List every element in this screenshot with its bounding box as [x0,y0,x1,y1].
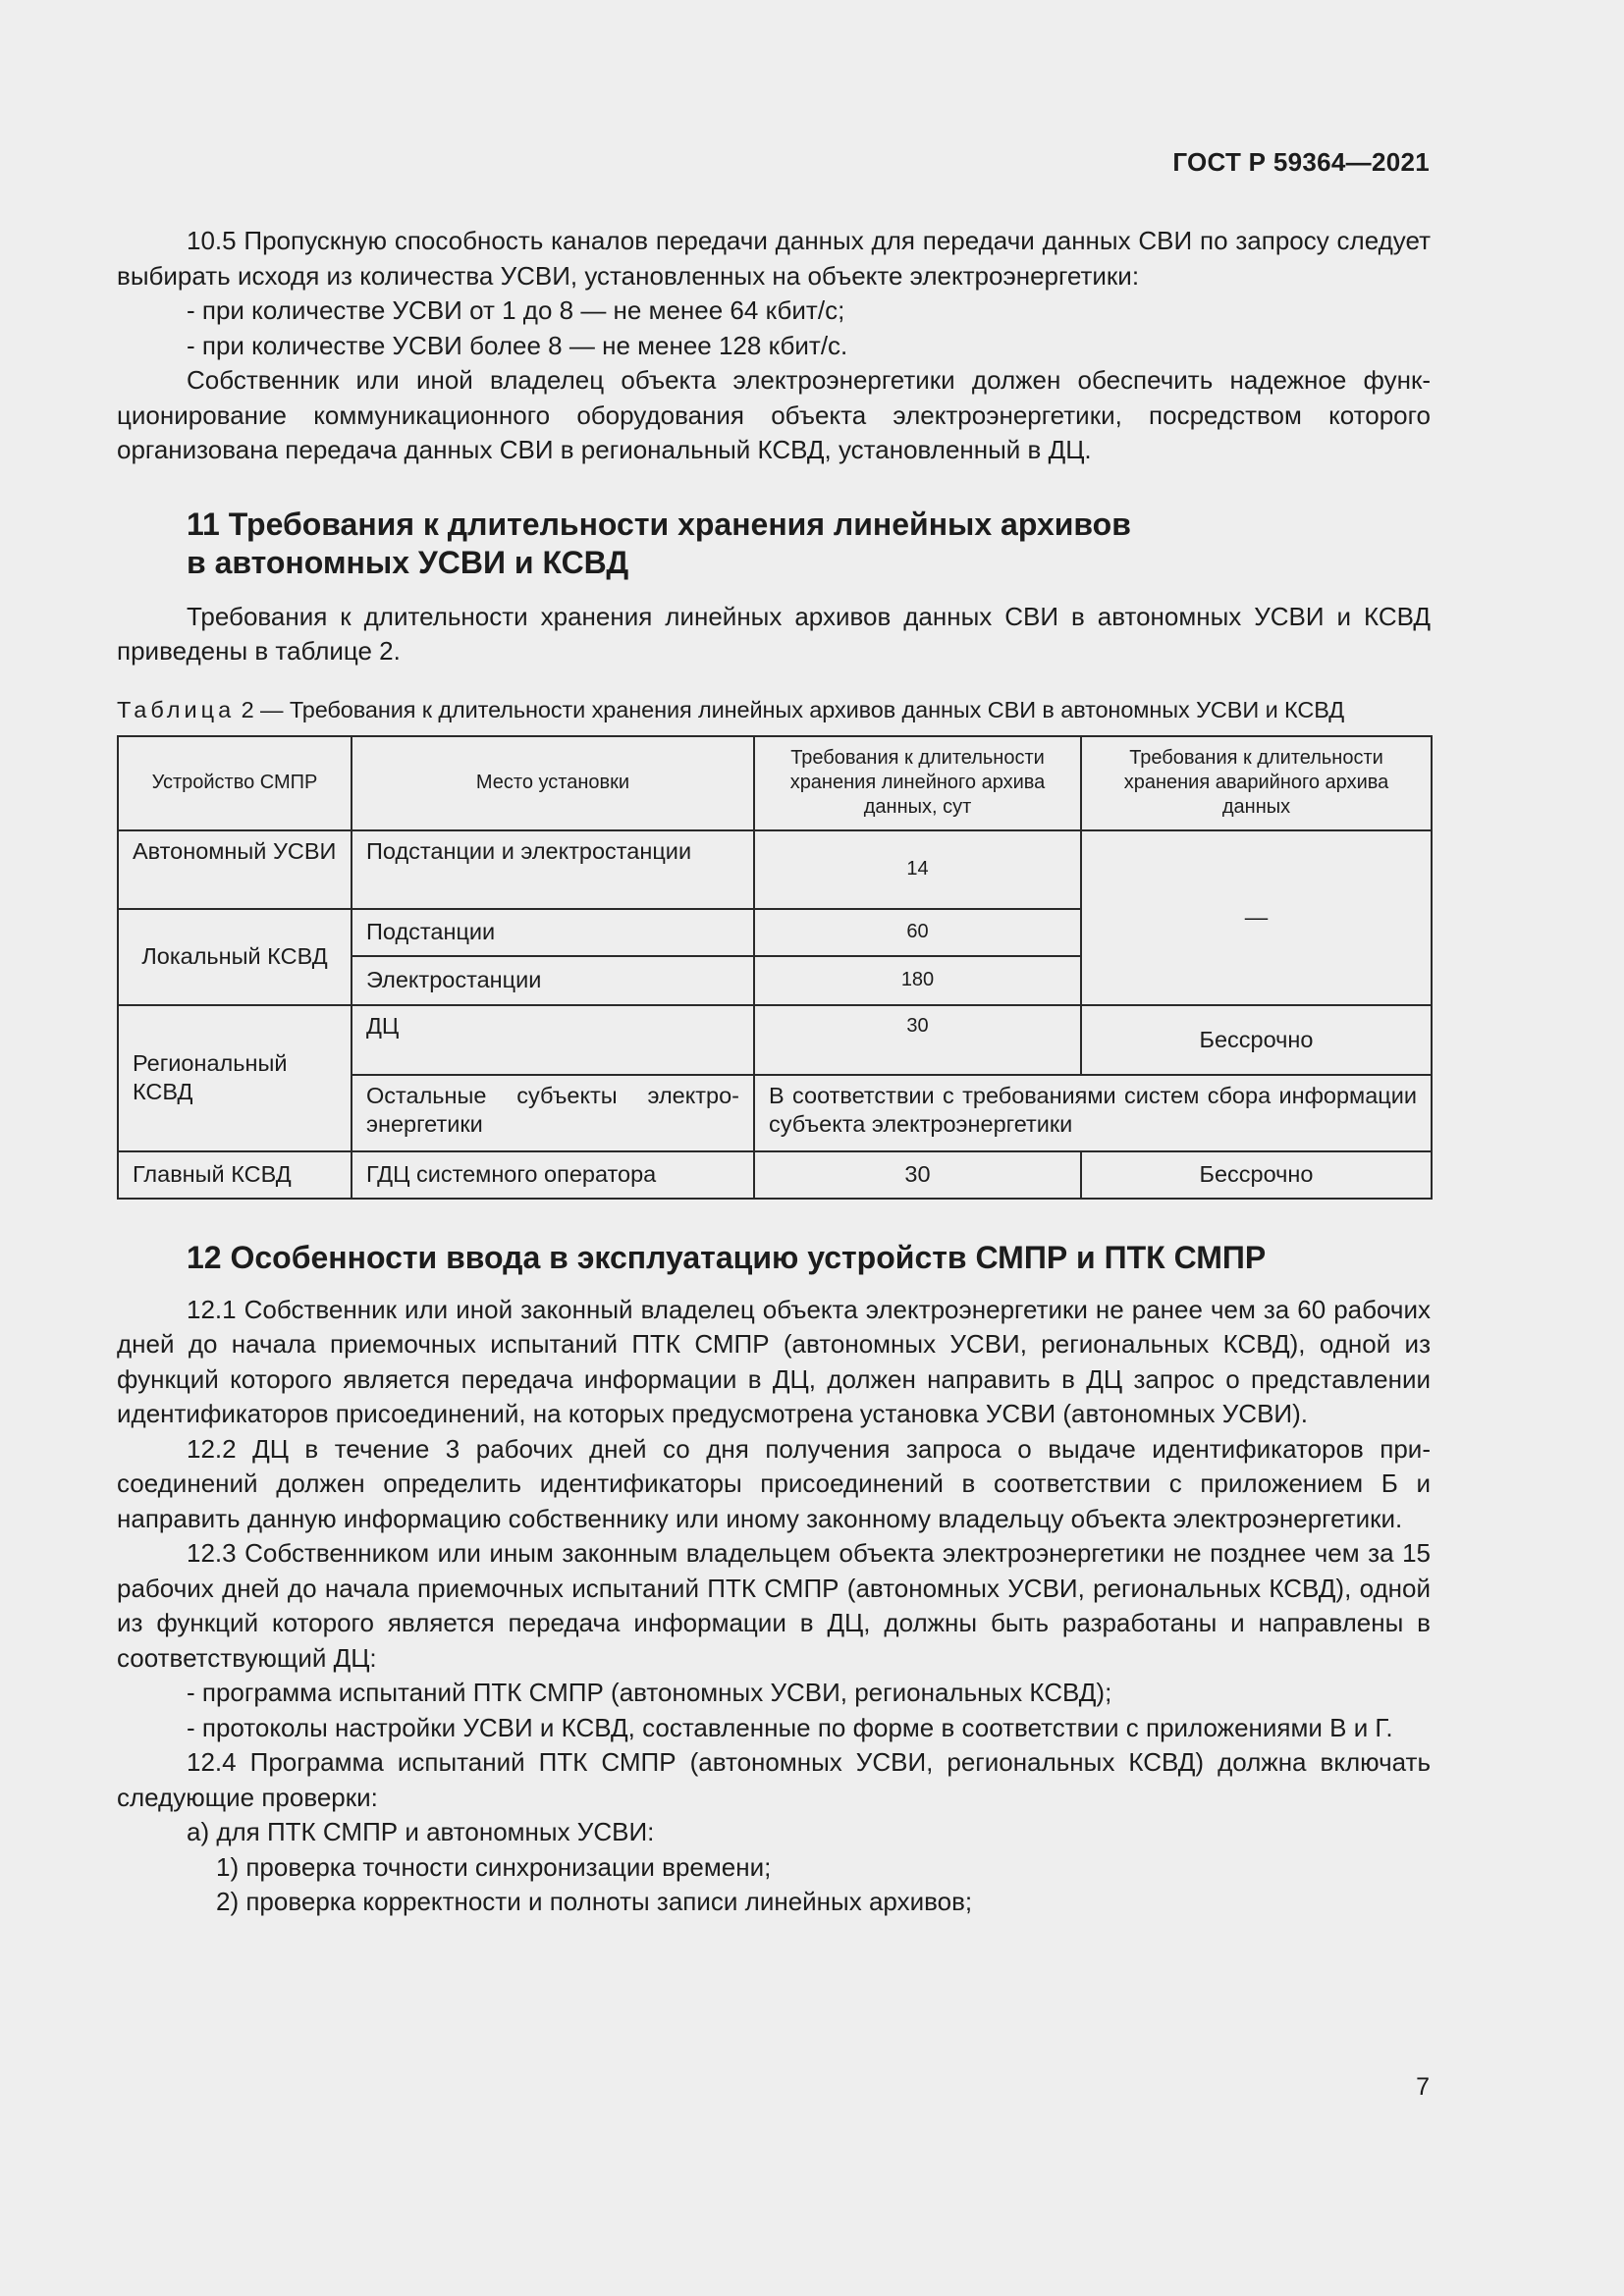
cell-linear: 30 [754,1005,1081,1075]
list-item: - при количестве УСВИ более 8 — не менее 128 кбит/с. [187,330,848,360]
cell-emergency: Бессрочно [1081,1151,1432,1199]
heading-line: 11 Требования к длительности хранения линейных архивов [187,506,1131,542]
header-linear-archive: Требования к длительности хранения линейного архива данных, сут [754,736,1081,830]
paragraph: Собственник или иной владелец объекта электроэнергетики должен обеспечить надежное функционирование коммуникационного оборудования объекта электроэнергетики, посредством которого организована передача данных СВИ в региональный КСВД, установленный в ДЦ. [117,365,1431,464]
header-place: Место установки [352,736,754,830]
cell-linear: 14 [754,830,1081,909]
table-caption [117,695,1431,724]
cell-place: Электростанции [352,956,754,1005]
cell-place: Подстанции [352,909,754,956]
table-caption-text: 2 — Требования к длительности хранения линейных архивов данных СВИ в автономных УСВИ и КСВД [241,696,1345,722]
cell-device: Автономный УСВИ [118,830,352,909]
cell-place: ГДЦ системного оператора [352,1151,754,1199]
list-item: - при количестве УСВИ от 1 до 8 — не менее 64 кбит/с; [187,295,845,325]
cell-device: Региональный КСВД [118,1005,352,1151]
sublist-item: 1) проверка точности синхронизации времени; [216,1851,772,1882]
table-row [118,1151,1432,1199]
page-content [117,224,1431,1920]
heading-line: в автономных УСВИ и КСВД [187,544,629,580]
paragraph-12-1: 12.1 Собственник или иной законный владелец объекта электроэнергетики не ранее чем за 60 рабочих дней до начала приемочных испытаний ПТК СМПР (автономных УСВИ, региональных КСВД), одной из функций которого является передача информации в ДЦ, должен направить в ДЦ запрос о представлении идентификаторов присоединений, на которых предусмотрена установка УСВИ (автономных УСВИ). [117,1294,1431,1428]
list-item: - программа испытаний ПТК СМПР (автономных УСВИ, региональных КСВД); [187,1678,1112,1707]
table-header-row [118,736,1432,830]
paragraph-11: Требования к длительности хранения линейных архивов данных СВИ в автономных УСВИ и КСВД приведены в таблице 2. [117,601,1431,666]
cell-emergency-dash: — [1081,830,1432,1005]
header-emergency-archive: Требования к длительности хранения аварийного архива данных [1081,736,1432,830]
table-row [118,830,1432,909]
standard-code: ГОСТ Р 59364—2021 [1172,147,1430,177]
requirements-table [117,735,1433,1200]
sublist-item: 2) проверка корректности и полноты записи линейных архивов; [216,1887,973,1916]
table-caption-label: Таблица [117,696,236,722]
section-12-heading: 12 Особенности ввода в эксплуатацию устройств СМПР и ПТК СМПР [187,1239,1267,1275]
cell-place: Подстанции и электростанции [352,830,754,909]
sublist-item: а) для ПТК СМПР и автономных УСВИ: [187,1817,655,1846]
cell-merged-requirements: В соответствии с требованиями систем сбора информации субъекта электроэнергетики [754,1075,1432,1151]
table-row [118,1005,1432,1075]
list-item: - протоколы настройки УСВИ и КСВД, составленные по форме в соответствии с приложениями В и Г. [187,1712,1393,1742]
cell-linear: 30 [754,1151,1081,1199]
cell-device: Главный КСВД [118,1151,352,1199]
paragraph-12-4: 12.4 Программа испытаний ПТК СМПР (автономных УСВИ, региональных КСВД) должна включать следующие проверки: [117,1747,1431,1812]
paragraph-12-2: 12.2 ДЦ в течение 3 рабочих дней со дня получения запроса о выдаче идентификаторов присоединений должен определить идентификаторы присоединений в соответствии с приложением Б и направить данную информацию собственнику или иному законному владельцу объекта электроэнергетики. [117,1433,1431,1533]
cell-device: Локальный КСВД [118,909,352,1005]
paragraph-10-5: 10.5 Пропускную способность каналов передачи данных для передачи данных СВИ по запросу следует выбирать исходя из количества УСВИ, установленных на объекте электроэнергетики: [117,226,1431,291]
cell-linear: 60 [754,909,1081,956]
cell-place: Остальные субъекты электроэнергетики [352,1075,754,1151]
section-11-heading [117,506,1431,582]
cell-emergency: Бессрочно [1081,1005,1432,1075]
cell-linear: 180 [754,956,1081,1005]
paragraph-12-3: 12.3 Собственником или иным законным владельцем объекта электроэнергетики не позднее чем за 15 рабочих дней до начала приемочных испытаний ПТК СМПР (автономных УСВИ, региональных КСВД), одной из функций которого является передача информации в ДЦ, должны быть разработаны и направлены в соответствующий ДЦ: [117,1538,1431,1673]
cell-place: ДЦ [352,1005,754,1075]
header-device: Устройство СМПР [118,736,352,830]
page-number: 7 [1416,2073,1430,2101]
